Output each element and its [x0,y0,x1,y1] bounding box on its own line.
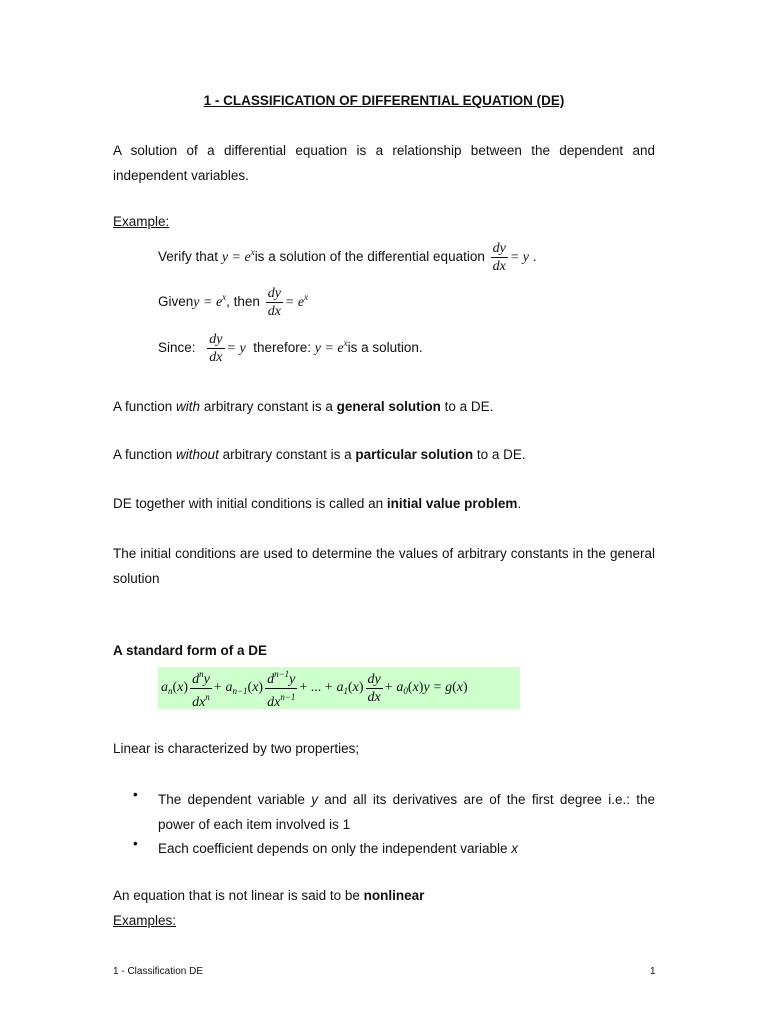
given-expr: $y = e^x$ [193,292,227,311]
since-end: is a solution. [347,340,423,356]
given-mid: , then [226,294,260,310]
since-mid: therefore: [253,340,311,356]
since-pre: Since: [158,340,196,356]
example-heading: Example: [113,214,170,229]
since-fraction: $\frac{dy}{dx}$ [209,332,223,365]
given-pre: Given [158,294,194,310]
footer-left: 1 - Classification DE [113,966,204,977]
since-line [158,331,423,366]
initial-conditions-paragraph: The initial conditions are used to determine the values of arbitrary constants in the general solution [113,546,655,586]
bullet-dot-1: • [133,787,138,802]
verify-fraction: $\frac{dy}{dx}$ [492,241,506,274]
general-solution-line: A function with arbitrary constant is a general solution to a DE. [113,399,494,414]
given-rhs: = $e^x$ [284,292,309,311]
standard-form-equation: $a_n$ ( x ) $\frac{d^ny}{dx^n}$ + $a_{n-1}$ ( x ) $\frac{d^{n-1}y}{dx^{n-1}}$ + ... + $a_1$ ( x ) $\frac{dy}{dx}$ + $a_0$ ( x ) y = g ( x ) [158,667,520,709]
initial-value-line: DE together with initial conditions is called an initial value problem. [113,496,522,511]
nth-derivative-fraction: $\frac{d^ny}{dx^n}$ [190,666,212,711]
linear-intro: Linear is characterized by two properties; [113,741,360,756]
since-expr: $y = e^x$ [314,338,348,357]
particular-solution-line: A function without arbitrary constant is a particular solution to a DE. [113,447,526,462]
verify-end: . [532,249,537,265]
intro-paragraph: A solution of a differential equation is a relationship between the dependent and independent variables. [113,143,655,183]
given-line [158,285,308,320]
verify-expr: $y = e^x$ [221,247,255,266]
since-rhs: = y [226,341,246,357]
first-derivative-fraction: $\frac{dy}{dx}$ [367,671,381,705]
bullet-item-1: The dependent variable y and all its derivatives are of the first degree i.e.: the power of each item involved is 1 [158,792,655,832]
bullet-dot-2: • [133,836,138,851]
verify-line [158,240,537,275]
standard-form-heading: A standard form of a DE [113,643,268,658]
examples-heading: Examples: [113,913,177,928]
nonlinear-line: An equation that is not linear is said to be nonlinear [113,888,425,903]
page-number: 1 [650,966,656,977]
given-fraction: $\frac{dy}{dx}$ [267,286,281,319]
verify-mid: is a solution of the differential equation [254,249,485,265]
n-minus-1-derivative-fraction: $\frac{d^{n-1}y}{dx^{n-1}}$ [265,666,297,711]
page-title: 1 - CLASSIFICATION OF DIFFERENTIAL EQUATION (DE) [203,93,565,108]
bullet-item-2: Each coefficient depends on only the independent variable x [158,841,519,856]
verify-rhs: = y [509,250,530,266]
verify-pre: Verify that [158,249,219,265]
